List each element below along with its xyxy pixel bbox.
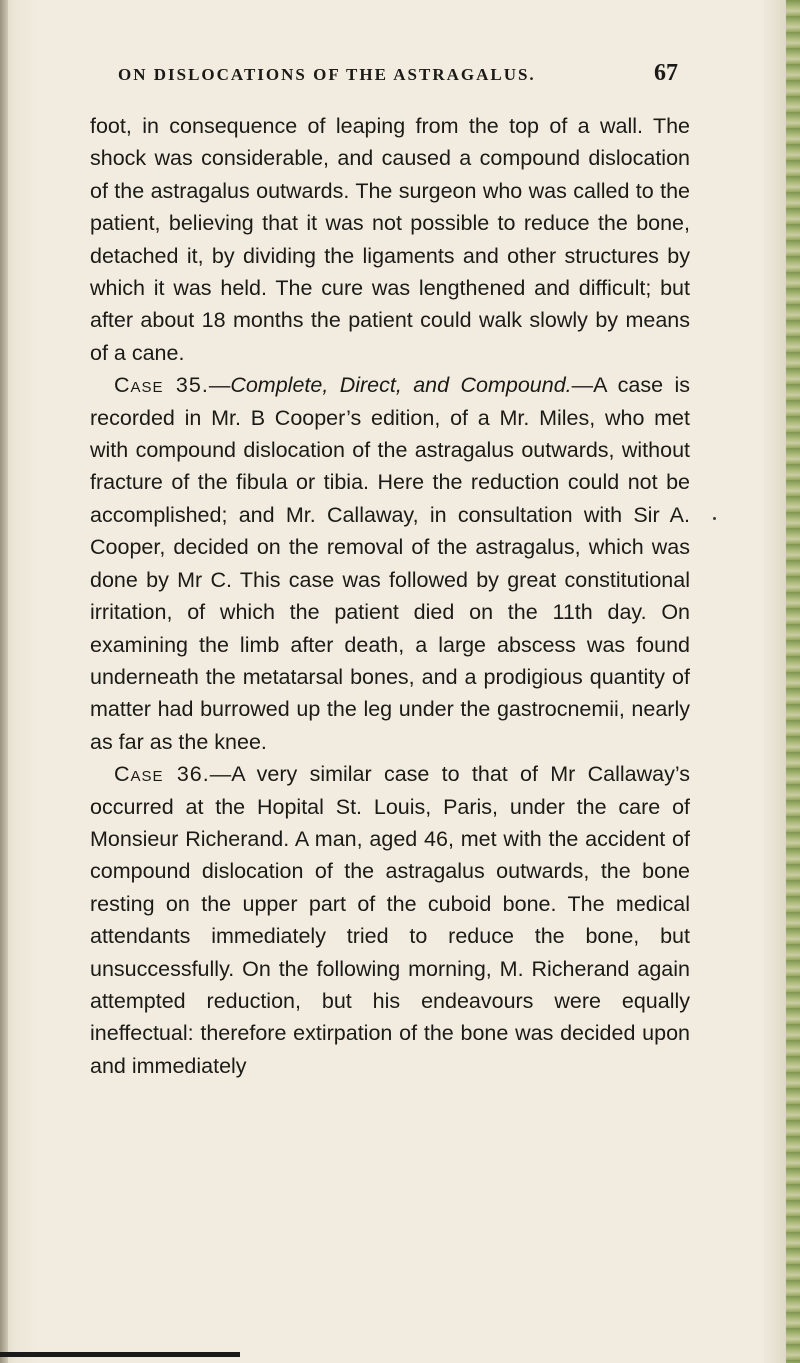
page-gutter-shadow <box>0 0 8 1363</box>
case-35-label: Case 35. <box>114 373 209 398</box>
page-number: 67 <box>654 60 678 86</box>
ink-speck <box>713 517 716 520</box>
paragraph-case-36 <box>90 758 690 1082</box>
page-header <box>118 60 678 96</box>
body-text <box>90 110 690 1082</box>
case-35-title: Complete, Direct, and Compound. <box>230 373 572 398</box>
case-36-text: —A very similar case to that of Mr Callaway’s occurred at the Hopital St. Louis, Paris, under the care of Monsieur Richerand. A man, aged 46, met with the accident of compound dislocation of the astragalus outwards, the bone resting on the upper part of the cuboid bone. The medical attendants immediately tried to reduce the bone, but unsuccessfully. On the following morning, M. Richerand again attempted reduction, but his endeavours were equally ineffectual: therefore extirpation of the bone was decided upon and immediately <box>90 762 690 1078</box>
case-35-text: —A case is recorded in Mr. B Cooper’s edition, of a Mr. Miles, who met with compound dislocation of the astragalus outwards, without fracture of the fibula or tibia. Here the reduction could not be accomplished; and Mr. Callaway, in consultation with Sir A. Cooper, decided on the removal of the astragalus, which was done by Mr C. This case was followed by great constitutional irritation, of which the patient died on the 11th day. On examining the limb after death, a large abscess was found underneath the metatarsal bones, and a prodigious quantity of matter had burrowed up the leg under the gastrocnemii, nearly as far as the knee. <box>90 373 690 754</box>
paragraph-continuation: foot, in consequence of leaping from the top of a wall. The shock was considerable, and caused a compound dislocation of the astragalus outwards. The surgeon who was called to the patient, believing that it was not possible to reduce the bone, detached it, by dividing the ligaments and other structures by which it was held. The cure was lengthened and difficult; but after about 18 months the patient could walk slowly by means of a cane. <box>90 114 690 365</box>
paragraph-case-35 <box>90 369 690 758</box>
page-edge-binding <box>786 0 800 1363</box>
case-35-dash: — <box>208 373 231 398</box>
case-36-label: Case 36. <box>114 762 210 787</box>
bottom-shadow-rule <box>0 1352 240 1357</box>
running-head: ON DISLOCATIONS OF THE ASTRAGALUS. <box>118 65 536 84</box>
